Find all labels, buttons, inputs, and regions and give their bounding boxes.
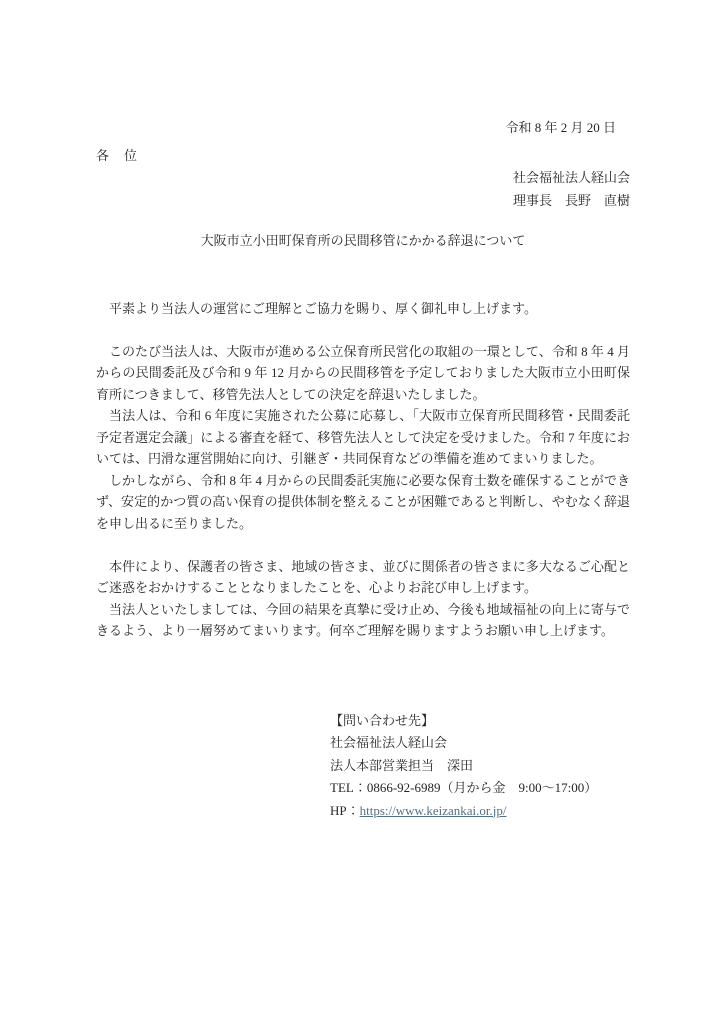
hp-label: HP： (330, 802, 360, 818)
contact-hp-line (330, 800, 630, 823)
addressee: 各 位 (96, 147, 139, 163)
tel-label: TEL： (330, 780, 367, 795)
contact-organization: 社会福祉法人経山会 (330, 735, 448, 750)
paragraph-withdrawal-reason: しかしながら、令和 8 年 4 月からの民間委託実施に必要な保育士数を確保することができず、安定的かつ質の高い保育の提供体制を整えることが困難であると判断し、やむなく辞退を申し出るに至りました。 (96, 472, 630, 531)
tel-number: 0866-92-6989（月から金 9:00～17:00） (366, 780, 598, 795)
contact-block (330, 710, 630, 823)
body-section-1 (96, 341, 630, 535)
sender-organization: 社会福祉法人経山会 (512, 170, 630, 185)
document-date: 令和 8 年 2 月 20 日 (505, 120, 616, 135)
body-section-2 (96, 556, 630, 642)
paragraph-closing: 当法人といたしましては、今回の結果を真摯に受け止め、今後も地域福祉の向上に寄与できるよう、より一層努めてまいります。何卒ご理解を賜りますようお願い申し上げます。 (96, 601, 630, 638)
contact-person: 法人本部営業担当 深田 (330, 757, 474, 773)
contact-heading: 【問い合わせ先】 (330, 712, 435, 728)
sender-representative: 理事長 長野 直樹 (512, 192, 630, 208)
paragraph-selection-history: 当法人は、令和 6 年度に実施された公募に応募し、「大阪市立保育所民間移管・民間委託予定者選定会議」による審査を経て、移管先法人として決定を受けました。令和 7 年度においては、円滑な運営開始に向け、引継ぎ・共同保育などの準備を進めてまいりました。 (96, 408, 630, 466)
paragraph-apology: 本件により、保護者の皆さま、地域の皆さま、並びに関係者の皆さまに多大なるご心配とご迷惑をおかけすることとなりましたことを、心よりお詫び申し上げます。 (96, 558, 630, 595)
document-title: 大阪市立小田町保育所の民間移管にかかる辞退について (200, 233, 526, 248)
paragraph-withdrawal-notice: このたび当法人は、大阪市が進める公立保育所民営化の取組の一環として、令和 8 年 4 月からの民間委託及び令和 9 年 12 月からの民間移管を予定しておりました大阪市立小田町保育所につきまして、移管先法人としての決定を辞退いたしました。 (96, 343, 630, 402)
contact-tel-line (330, 777, 630, 800)
paragraph-greeting: 平素より当法人の運営にご理解とご協力を賜り、厚く御礼申し上げます。 (109, 300, 537, 316)
website-link[interactable]: https://www.keizankai.or.jp/ (359, 802, 507, 818)
sender-block (96, 167, 630, 212)
